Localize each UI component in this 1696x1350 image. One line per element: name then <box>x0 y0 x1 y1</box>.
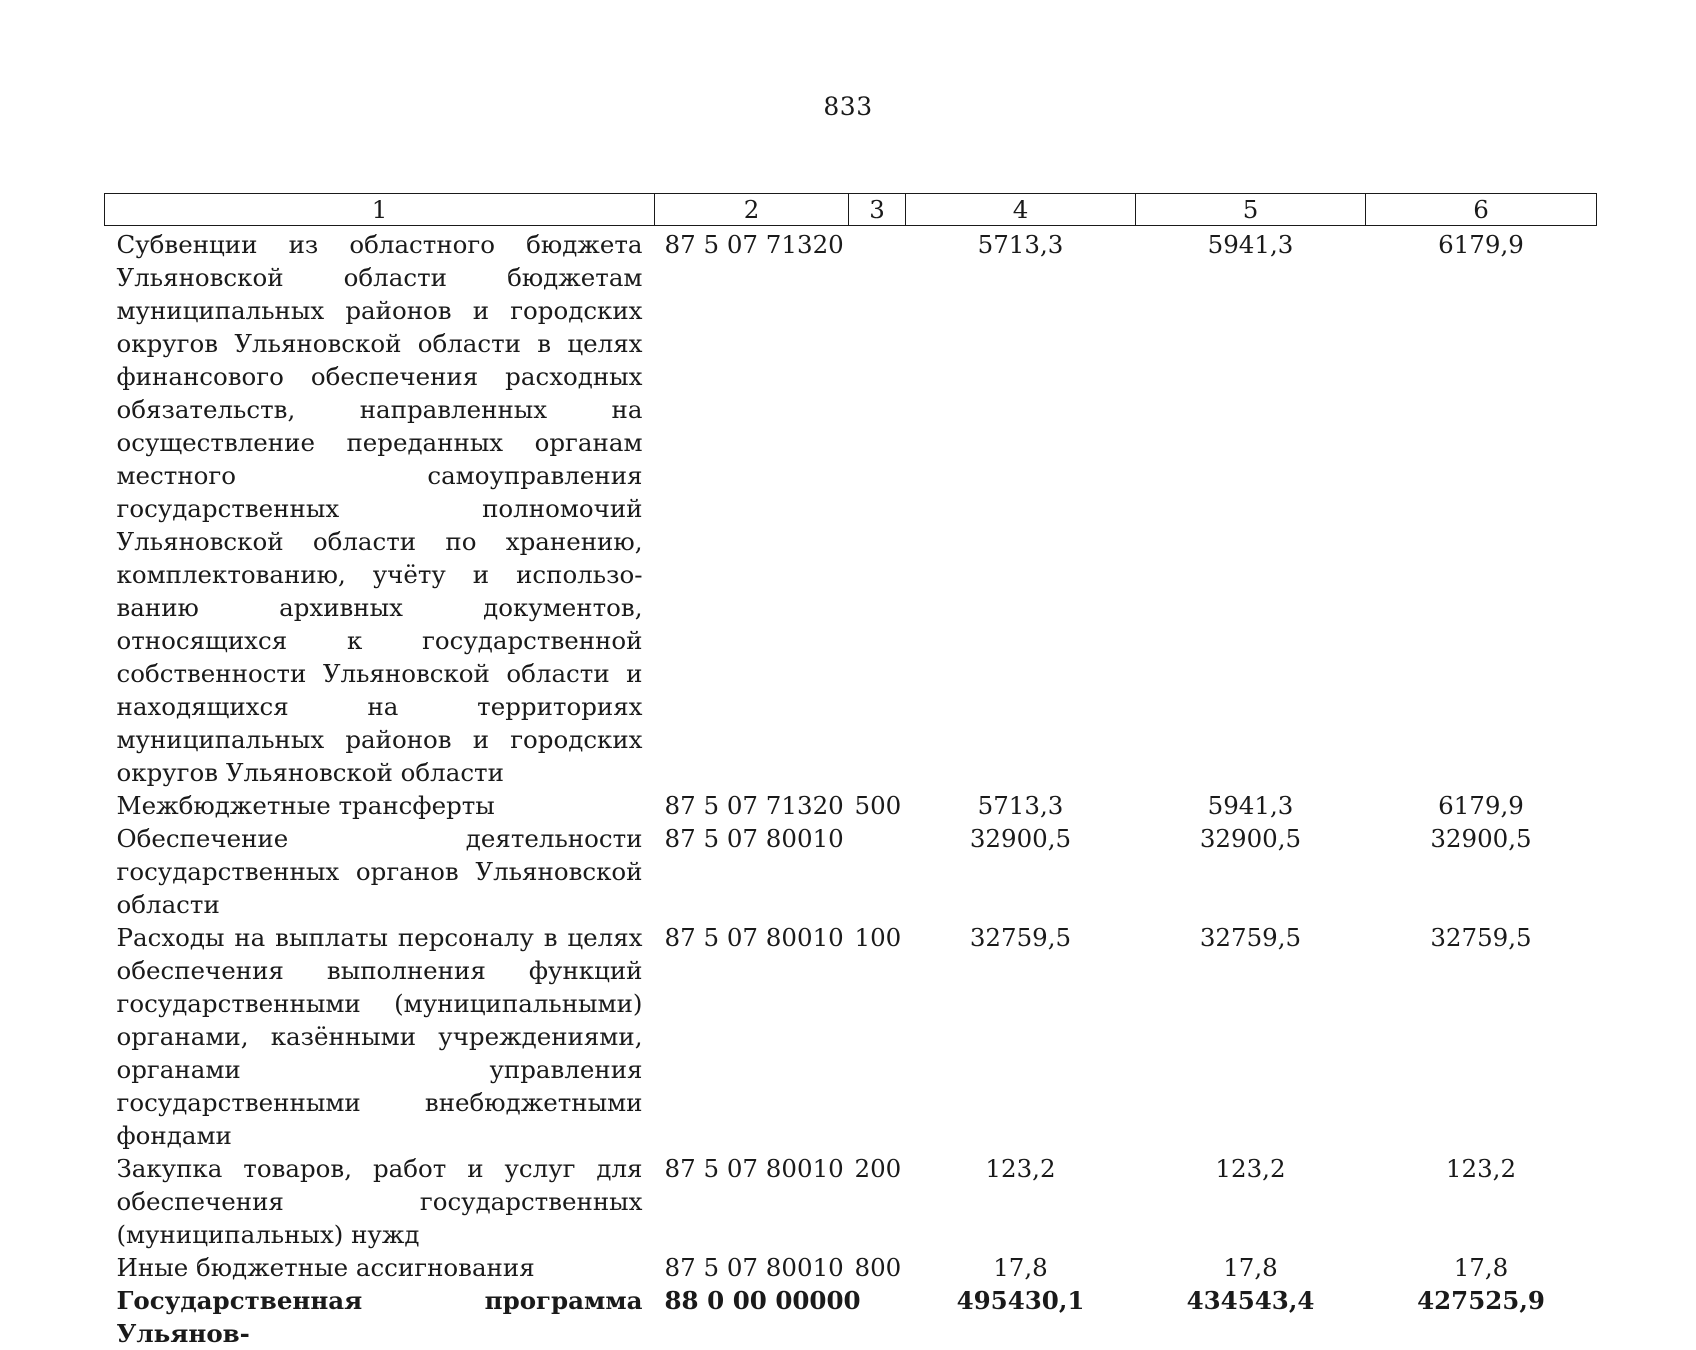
row-amount-year-2: 5941,3 <box>1136 789 1366 822</box>
row-name: Межбюджетные трансферты <box>105 789 655 822</box>
header-col-3: 3 <box>849 194 906 226</box>
row-amount-year-2: 17,8 <box>1136 1251 1366 1284</box>
header-col-1: 1 <box>105 194 655 226</box>
row-amount-year-1: 123,2 <box>906 1152 1136 1251</box>
header-col-2: 2 <box>655 194 849 226</box>
row-name: Иные бюджетные ассигнования <box>105 1251 655 1284</box>
table-row-program-total <box>105 1284 1597 1350</box>
row-expense-type <box>849 226 906 790</box>
row-target-article: 88 0 00 00000 <box>655 1284 849 1350</box>
table-row <box>105 822 1597 921</box>
row-name: Субвенции из областного бюджета Ульяновской области бюджетам муниципальных районов и городских округов Ульяновской области в целях финансового обеспечения расходных обязательств, направленных на осуществление переданных органам местного самоуправления государственных полномочий Ульяновской области по хранению, комплектованию, учёту и использованию архивных документов, относящихся к государственной собственности Ульяновской области и находящихся на территориях муниципальных районов и городских округов Ульяновской области <box>105 226 655 790</box>
budget-table <box>104 193 1597 1350</box>
row-amount-year-3: 32900,5 <box>1366 822 1597 921</box>
table-row <box>105 1251 1597 1284</box>
row-target-article: 87 5 07 71320 <box>655 789 849 822</box>
row-amount-year-3: 6179,9 <box>1366 789 1597 822</box>
table-row <box>105 226 1597 790</box>
row-target-article: 87 5 07 80010 <box>655 1152 849 1251</box>
row-name: Обеспечение деятельности государственных органов Ульяновской области <box>105 822 655 921</box>
row-amount-year-2: 5941,3 <box>1136 226 1366 790</box>
row-expense-type: 500 <box>849 789 906 822</box>
header-col-5: 5 <box>1136 194 1366 226</box>
row-amount-year-1: 17,8 <box>906 1251 1136 1284</box>
row-amount-year-1: 5713,3 <box>906 226 1136 790</box>
row-target-article: 87 5 07 80010 <box>655 822 849 921</box>
row-expense-type: 800 <box>849 1251 906 1284</box>
row-amount-year-1: 32900,5 <box>906 822 1136 921</box>
row-amount-year-3: 6179,9 <box>1366 226 1597 790</box>
table-row <box>105 1152 1597 1251</box>
row-amount-year-1: 5713,3 <box>906 789 1136 822</box>
row-name: Закупка товаров, работ и услуг для обеспечения государственных (муниципальных) нужд <box>105 1152 655 1251</box>
header-col-4: 4 <box>906 194 1136 226</box>
row-amount-year-2: 434543,4 <box>1136 1284 1366 1350</box>
row-amount-year-1: 495430,1 <box>906 1284 1136 1350</box>
row-amount-year-3: 123,2 <box>1366 1152 1597 1251</box>
table-row <box>105 789 1597 822</box>
row-expense-type: 100 <box>849 921 906 1152</box>
row-expense-type: 200 <box>849 1152 906 1251</box>
row-amount-year-3: 427525,9 <box>1366 1284 1597 1350</box>
row-amount-year-2: 123,2 <box>1136 1152 1366 1251</box>
table-header <box>105 194 1597 226</box>
row-target-article: 87 5 07 71320 <box>655 226 849 790</box>
row-amount-year-2: 32900,5 <box>1136 822 1366 921</box>
row-target-article: 87 5 07 80010 <box>655 921 849 1152</box>
row-name: Расходы на выплаты персоналу в целях обеспечения выполнения функций государственными (муниципальными) органами, казёнными учреждениями, органами управления государственными внебюджетными фондами <box>105 921 655 1152</box>
row-amount-year-3: 17,8 <box>1366 1251 1597 1284</box>
row-amount-year-3: 32759,5 <box>1366 921 1597 1152</box>
table-body <box>105 226 1597 1350</box>
row-expense-type <box>849 822 906 921</box>
table-row <box>105 921 1597 1152</box>
row-amount-year-1: 32759,5 <box>906 921 1136 1152</box>
row-amount-year-2: 32759,5 <box>1136 921 1366 1152</box>
row-target-article: 87 5 07 80010 <box>655 1251 849 1284</box>
row-name: Государственная программа Ульянов- <box>105 1284 655 1350</box>
header-row <box>105 194 1597 226</box>
page-number: 833 <box>0 92 1696 121</box>
header-col-6: 6 <box>1366 194 1597 226</box>
